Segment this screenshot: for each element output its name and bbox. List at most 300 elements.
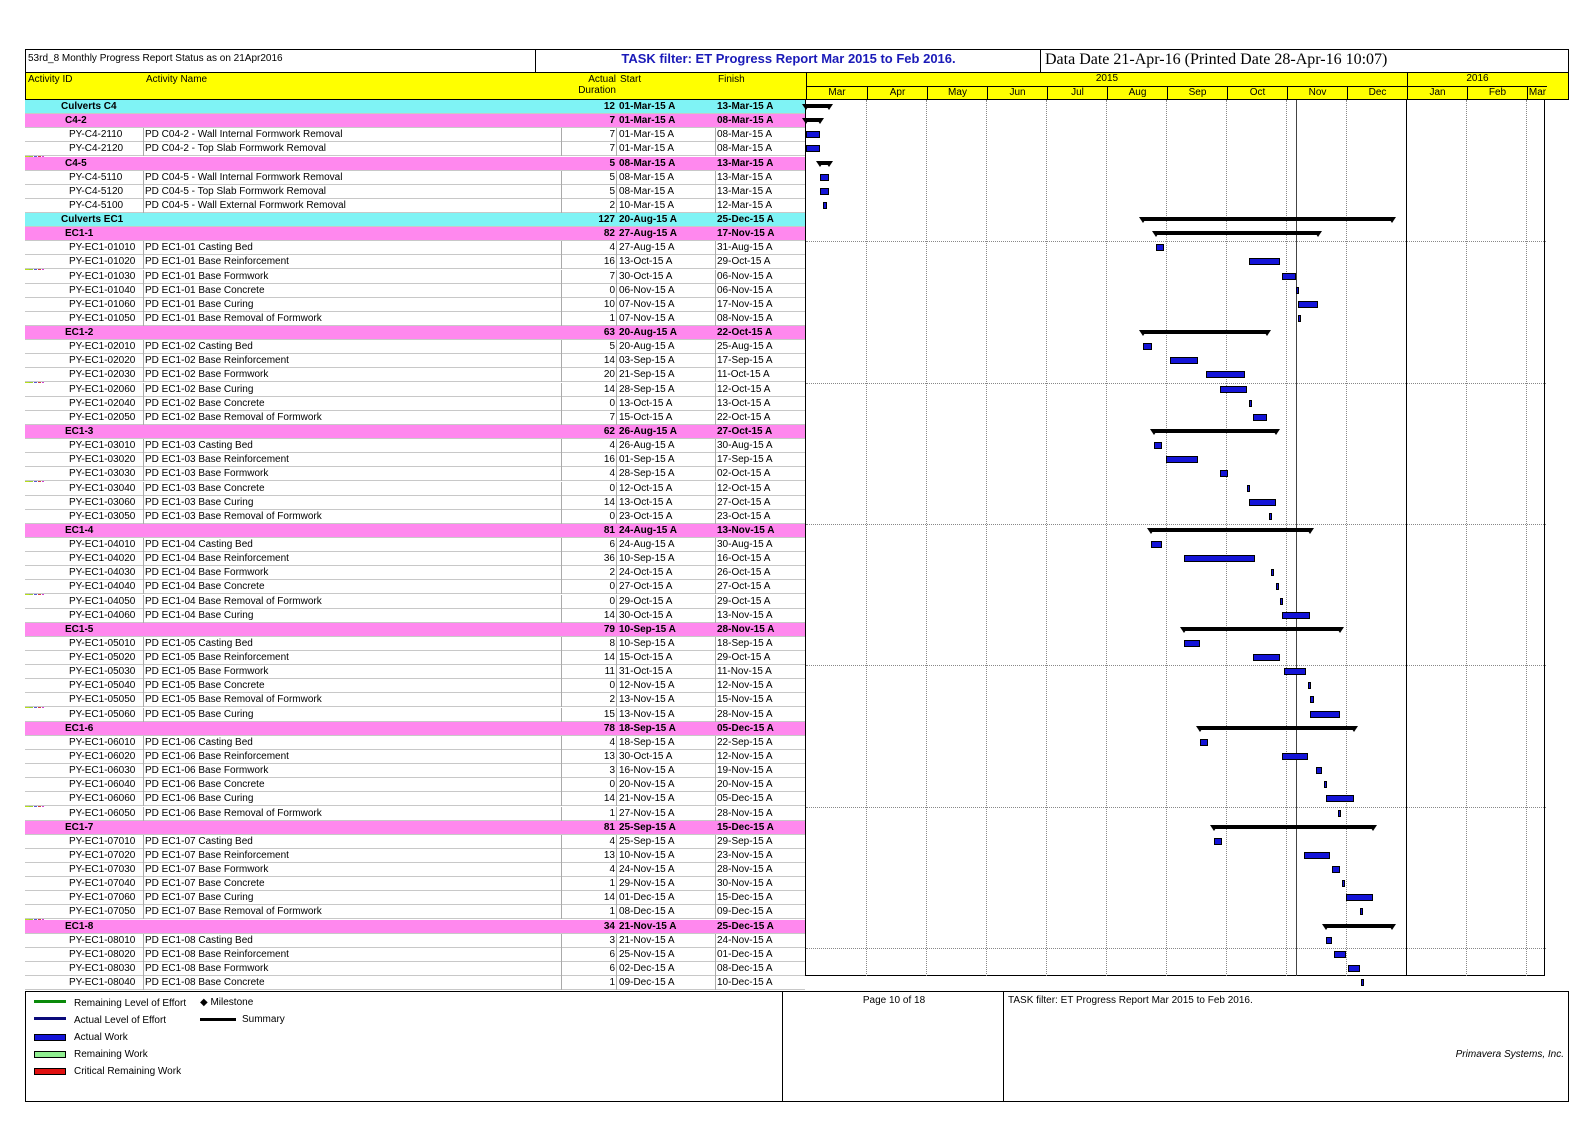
activity-duration: 34 [603, 920, 615, 932]
data-date: Data Date 21-Apr-16 (Printed Date 28-Apr-16 10:07) [1040, 50, 1568, 72]
activity-finish: 05-Dec-15 A [717, 793, 773, 805]
activity-id: EC1-1 [65, 228, 94, 240]
activity-start: 13-Nov-15 A [619, 694, 675, 706]
activity-id: PY-EC1-05010 [69, 637, 136, 649]
activity-finish: 17-Sep-15 A [717, 355, 773, 367]
activity-id: Culverts EC1 [61, 214, 124, 226]
activity-start: 15-Oct-15 A [619, 411, 673, 423]
activity-id: PY-EC1-07020 [69, 849, 136, 861]
activity-name: PD EC1-06 Base Formwork [145, 765, 269, 777]
activity-start: 21-Nov-15 A [619, 934, 675, 946]
col-start[interactable]: Start [620, 74, 642, 85]
activity-id: EC1-8 [65, 920, 94, 932]
month-label: Oct [1227, 87, 1287, 100]
activity-duration: 1 [609, 906, 615, 918]
activity-start: 10-Sep-15 A [619, 637, 675, 649]
activity-id: PY-EC1-05020 [69, 652, 136, 664]
activity-finish: 24-Nov-15 A [717, 934, 773, 946]
activity-duration: 13 [603, 849, 615, 861]
activity-name: PD EC1-01 Base Removal of Formwork [145, 312, 322, 324]
activity-duration: 4 [609, 835, 615, 847]
activity-finish: 23-Nov-15 A [717, 849, 773, 861]
activity-duration: 0 [609, 284, 615, 296]
wbs-summary-row[interactable] [25, 623, 805, 637]
actual-work-bar[interactable] [1253, 414, 1267, 421]
activity-start: 20-Aug-15 A [619, 341, 675, 353]
activity-finish: 12-Oct-15 A [717, 482, 771, 494]
activity-name: PD EC1-02 Base Formwork [145, 369, 269, 381]
activity-finish: 01-Dec-15 A [717, 948, 773, 960]
month-label: Jul [1047, 87, 1107, 100]
activity-name: PD EC1-03 Casting Bed [145, 440, 253, 452]
activity-id: PY-EC1-04040 [69, 581, 136, 593]
legend-swatch [34, 1051, 66, 1058]
column-header [25, 72, 1569, 100]
activity-start: 28-Sep-15 A [619, 383, 675, 395]
activity-finish: 20-Nov-15 A [717, 779, 773, 791]
activity-duration: 14 [603, 609, 615, 621]
table-row[interactable] [25, 142, 805, 156]
actual-work-bar[interactable] [1249, 400, 1252, 407]
month-label: Nov [1287, 87, 1347, 100]
activity-id: PY-EC1-07060 [69, 892, 136, 904]
summary-bar[interactable] [1151, 528, 1310, 532]
activity-start: 24-Oct-15 A [619, 567, 673, 579]
table-row[interactable] [25, 962, 805, 976]
activity-id: PY-EC1-01010 [69, 242, 136, 254]
activity-start: 13-Oct-15 A [619, 256, 673, 268]
table-row[interactable] [25, 637, 805, 651]
activity-start: 24-Aug-15 A [619, 524, 677, 536]
summary-bar[interactable] [820, 161, 830, 165]
summary-bar[interactable] [1214, 825, 1373, 829]
activity-start: 01-Mar-15 A [619, 143, 675, 155]
activity-duration: 13 [603, 750, 615, 762]
actual-work-bar[interactable] [1154, 442, 1162, 449]
month-label: Jun [987, 87, 1047, 100]
summary-bar[interactable] [806, 104, 829, 108]
activity-start: 25-Nov-15 A [619, 948, 675, 960]
table-row[interactable] [25, 651, 805, 665]
actual-work-bar[interactable] [1284, 668, 1306, 675]
activity-start: 26-Aug-15 A [619, 440, 675, 452]
wbs-summary-row[interactable] [25, 722, 805, 736]
actual-work-bar[interactable] [1298, 315, 1301, 322]
activity-name: PD EC1-05 Base Reinforcement [145, 652, 289, 664]
actual-work-bar[interactable] [1324, 781, 1327, 788]
table-row[interactable] [25, 566, 805, 580]
activity-name: PD EC1-05 Casting Bed [145, 637, 253, 649]
activity-name: PD C04-5 - Wall Internal Formwork Removal [145, 171, 343, 183]
table-row[interactable] [25, 736, 805, 750]
activity-duration: 0 [609, 680, 615, 692]
activity-start: 07-Nov-15 A [619, 312, 675, 324]
activity-duration: 16 [603, 256, 615, 268]
summary-bar[interactable] [1143, 217, 1393, 221]
activity-start: 31-Oct-15 A [619, 666, 673, 678]
activity-finish: 30-Aug-15 A [717, 440, 773, 452]
col-activity-id[interactable]: Activity ID [28, 74, 73, 85]
activity-start: 13-Oct-15 A [619, 397, 673, 409]
actual-work-bar[interactable] [1280, 598, 1283, 605]
activity-start: 20-Nov-15 A [619, 779, 675, 791]
activity-duration: 1 [609, 977, 615, 989]
year-label: 2015 [807, 73, 1407, 87]
actual-work-bar[interactable] [1338, 810, 1341, 817]
table-row[interactable] [25, 312, 805, 326]
activity-name: PD EC1-07 Base Concrete [145, 878, 265, 890]
actual-work-bar[interactable] [1282, 612, 1310, 619]
table-row[interactable] [25, 905, 805, 919]
report-header [25, 49, 1569, 73]
activity-finish: 25-Aug-15 A [717, 341, 773, 353]
activity-name: PD EC1-01 Base Formwork [145, 270, 269, 282]
activity-start: 02-Dec-15 A [619, 962, 675, 974]
activity-finish: 09-Dec-15 A [717, 906, 773, 918]
activity-id: PY-EC1-06010 [69, 736, 136, 748]
actual-work-bar[interactable] [1214, 838, 1222, 845]
table-row[interactable] [25, 976, 805, 990]
wbs-summary-row[interactable] [25, 920, 805, 934]
activity-id: PY-C4-2110 [69, 129, 123, 141]
actual-work-bar[interactable] [1276, 583, 1279, 590]
actual-work-bar[interactable] [823, 202, 827, 209]
actual-work-bar[interactable] [1326, 937, 1332, 944]
summary-legend: Summary [200, 1014, 285, 1025]
activity-name: PD EC1-03 Base Curing [145, 496, 254, 508]
wbs-summary-row[interactable] [25, 524, 805, 538]
wbs-summary-row[interactable] [25, 326, 805, 340]
activity-start: 21-Sep-15 A [619, 369, 675, 381]
actual-work-bar[interactable] [1184, 555, 1255, 562]
activity-duration: 81 [603, 524, 615, 536]
actual-work-bar[interactable] [1184, 640, 1200, 647]
report-footer [25, 991, 1569, 1102]
activity-name: PD C04-2 - Wall Internal Formwork Removal [145, 129, 343, 141]
col-activity-name[interactable]: Activity Name [146, 74, 208, 85]
table-row[interactable] [25, 439, 805, 453]
wbs-summary-row[interactable] [25, 227, 805, 241]
table-row[interactable] [25, 284, 805, 298]
activity-finish: 28-Nov-15 A [717, 708, 773, 720]
activity-finish: 11-Nov-15 A [717, 666, 772, 678]
activity-id: PY-C4-5100 [69, 199, 124, 211]
activity-id: PY-EC1-08040 [69, 977, 136, 989]
table-row[interactable] [25, 467, 805, 481]
activity-finish: 17-Sep-15 A [717, 454, 773, 466]
wbs-summary-row[interactable] [25, 821, 805, 835]
actual-work-bar[interactable] [1166, 456, 1198, 463]
activity-duration: 78 [603, 722, 615, 734]
activity-start: 24-Nov-15 A [619, 864, 675, 876]
legend-label: Remaining Level of Effort [74, 998, 187, 1009]
actual-work-bar[interactable] [1253, 654, 1280, 661]
month-label: Sep [1167, 87, 1227, 100]
activity-id: PY-EC1-03010 [69, 440, 136, 452]
month-label: Aug [1107, 87, 1167, 100]
table-row[interactable] [25, 835, 805, 849]
activity-duration: 5 [609, 171, 615, 183]
actual-work-bar[interactable] [1342, 880, 1345, 887]
activity-start: 30-Oct-15 A [619, 609, 673, 621]
wbs-summary-row[interactable] [25, 157, 805, 171]
activity-name: PD C04-5 - Top Slab Formwork Removal [145, 185, 326, 197]
activity-finish: 15-Dec-15 A [717, 821, 774, 833]
actual-work-bar[interactable] [1332, 866, 1340, 873]
actual-work-bar[interactable] [820, 174, 830, 181]
activity-id: PY-EC1-05030 [69, 666, 136, 678]
activity-id: PY-EC1-06020 [69, 750, 136, 762]
wbs-summary-row[interactable] [25, 425, 805, 439]
activity-start: 18-Sep-15 A [619, 736, 675, 748]
actual-work-bar[interactable] [806, 131, 820, 138]
actual-work-bar[interactable] [806, 145, 820, 152]
activity-finish: 28-Nov-15 A [717, 623, 775, 635]
table-row[interactable] [25, 298, 805, 312]
col-finish[interactable]: Finish [718, 74, 745, 85]
activity-duration: 0 [609, 595, 615, 607]
summary-bar[interactable] [1156, 231, 1318, 235]
table-row[interactable] [25, 255, 805, 269]
activity-duration: 14 [603, 892, 615, 904]
table-row[interactable] [25, 849, 805, 863]
activity-start: 08-Mar-15 A [619, 185, 675, 197]
table-row[interactable] [25, 270, 805, 284]
activity-id: C4-5 [65, 157, 87, 169]
activity-start: 13-Nov-15 A [619, 708, 675, 720]
actual-work-bar[interactable] [1151, 541, 1163, 548]
activity-name: PD EC1-06 Base Concrete [145, 779, 265, 791]
table-row[interactable] [25, 580, 805, 594]
activity-id: PY-EC1-03020 [69, 454, 136, 466]
table-row[interactable] [25, 934, 805, 948]
table-row[interactable] [25, 538, 805, 552]
activity-finish: 30-Aug-15 A [717, 539, 773, 551]
actual-work-bar[interactable] [1348, 965, 1360, 972]
actual-work-bar[interactable] [1346, 894, 1373, 901]
actual-work-bar[interactable] [1247, 485, 1250, 492]
actual-work-bar[interactable] [1296, 287, 1299, 294]
activity-start: 10-Mar-15 A [619, 199, 675, 211]
activity-finish: 08-Mar-15 A [717, 129, 773, 141]
activity-duration: 1 [609, 878, 615, 890]
activity-finish: 16-Oct-15 A [717, 553, 771, 565]
table-row[interactable] [25, 948, 805, 962]
activity-start: 20-Aug-15 A [619, 327, 677, 339]
activity-id: PY-EC1-01060 [69, 298, 136, 310]
activity-start: 01-Mar-15 A [619, 115, 676, 127]
table-row[interactable] [25, 383, 805, 397]
legend-swatch [34, 1034, 66, 1041]
activity-finish: 15-Nov-15 A [717, 694, 773, 706]
actual-work-bar[interactable] [1200, 739, 1208, 746]
table-row[interactable] [25, 778, 805, 792]
activity-duration: 3 [609, 765, 615, 777]
table-row[interactable] [25, 764, 805, 778]
actual-work-bar[interactable] [1249, 258, 1280, 265]
actual-work-bar[interactable] [1360, 908, 1363, 915]
activity-duration: 12 [603, 101, 615, 112]
activity-duration: 8 [609, 637, 615, 649]
activity-finish: 31-Aug-15 A [717, 242, 773, 254]
table-row[interactable] [25, 595, 805, 609]
summary-bar[interactable] [806, 118, 820, 122]
actual-work-bar[interactable] [1170, 357, 1198, 364]
activity-start: 21-Nov-15 A [619, 920, 677, 932]
actual-work-bar[interactable] [1282, 273, 1296, 280]
activity-id: PY-EC1-07050 [69, 906, 136, 918]
activity-duration: 2 [609, 567, 615, 579]
activity-name: PD EC1-08 Base Concrete [145, 977, 265, 989]
table-row[interactable] [25, 128, 805, 142]
activity-duration: 82 [603, 228, 615, 240]
activity-name: PD EC1-08 Base Reinforcement [145, 948, 289, 960]
table-row[interactable] [25, 552, 805, 566]
actual-work-bar[interactable] [1310, 711, 1340, 718]
summary-bar[interactable] [1200, 726, 1354, 730]
activity-name: PD EC1-01 Base Reinforcement [145, 256, 289, 268]
activity-start: 30-Oct-15 A [619, 750, 673, 762]
activity-start: 01-Dec-15 A [619, 892, 675, 904]
actual-work-bar[interactable] [1304, 852, 1330, 859]
table-row[interactable] [25, 510, 805, 524]
actual-work-bar[interactable] [1308, 682, 1311, 689]
actual-work-bar[interactable] [1156, 244, 1164, 251]
table-row[interactable] [25, 679, 805, 693]
activity-id: PY-EC1-05050 [69, 694, 136, 706]
activity-start: 06-Nov-15 A [619, 284, 675, 296]
table-row[interactable] [25, 708, 805, 722]
table-row[interactable] [25, 397, 805, 411]
table-row[interactable] [25, 171, 805, 185]
activity-id: PY-EC1-04060 [69, 609, 136, 621]
table-row[interactable] [25, 241, 805, 255]
activity-duration: 4 [609, 736, 615, 748]
month-label: Apr [867, 87, 927, 100]
activity-finish: 30-Nov-15 A [717, 878, 773, 890]
activity-name: PD EC1-04 Base Formwork [145, 567, 269, 579]
actual-work-bar[interactable] [1326, 795, 1354, 802]
activity-duration: 7 [609, 129, 615, 141]
activity-name: PD EC1-08 Casting Bed [145, 934, 253, 946]
actual-work-bar[interactable] [1249, 499, 1276, 506]
activity-id: PY-EC1-01030 [69, 270, 136, 282]
activity-duration: 6 [609, 962, 615, 974]
summary-bar[interactable] [1154, 429, 1276, 433]
activity-duration: 15 [603, 708, 615, 720]
activity-duration: 14 [603, 793, 615, 805]
table-row[interactable] [25, 496, 805, 510]
activity-duration: 14 [603, 652, 615, 664]
wbs-summary-row[interactable] [25, 114, 805, 128]
activity-start: 27-Aug-15 A [619, 242, 675, 254]
table-row[interactable] [25, 877, 805, 891]
actual-work-bar[interactable] [1220, 386, 1247, 393]
activity-finish: 13-Nov-15 A [717, 609, 773, 621]
activity-start: 16-Nov-15 A [619, 765, 675, 777]
table-row[interactable] [25, 340, 805, 354]
actual-work-bar[interactable] [1220, 470, 1228, 477]
actual-work-bar[interactable] [820, 188, 830, 195]
table-row[interactable] [25, 199, 805, 213]
activity-start: 25-Sep-15 A [619, 821, 676, 833]
table-row[interactable] [25, 368, 805, 382]
milestone-legend: ◆ Milestone [200, 997, 254, 1008]
table-row[interactable] [25, 609, 805, 623]
activity-id: PY-EC1-02010 [69, 341, 136, 353]
summary-bar[interactable] [1184, 627, 1340, 631]
activity-name: PD EC1-02 Casting Bed [145, 341, 253, 353]
month-label: Mar [1528, 87, 1547, 98]
activity-finish: 29-Oct-15 A [717, 595, 771, 607]
table-row[interactable] [25, 891, 805, 905]
table-row[interactable] [25, 482, 805, 496]
actual-work-bar[interactable] [1361, 979, 1364, 986]
activity-id: PY-EC1-04050 [69, 595, 136, 607]
wbs-summary-row[interactable] [25, 213, 805, 227]
table-row[interactable] [25, 185, 805, 199]
table-row[interactable] [25, 354, 805, 368]
actual-work-bar[interactable] [1143, 343, 1153, 350]
page-number-cell [782, 992, 1004, 1101]
actual-work-bar[interactable] [1316, 767, 1322, 774]
activity-id: PY-EC1-06050 [69, 807, 136, 819]
table-row[interactable] [25, 411, 805, 425]
table-row[interactable] [25, 665, 805, 679]
activity-duration: 4 [609, 242, 615, 254]
activity-duration: 63 [603, 327, 615, 339]
activity-id: PY-EC1-07030 [69, 864, 136, 876]
legend-label: Critical Remaining Work [74, 1066, 182, 1077]
actual-work-bar[interactable] [1334, 951, 1346, 958]
summary-bar[interactable] [1143, 330, 1267, 334]
activity-start: 25-Sep-15 A [619, 835, 675, 847]
activity-finish: 19-Nov-15 A [717, 765, 773, 777]
activity-id: PY-EC1-03040 [69, 482, 136, 494]
activity-start: 27-Oct-15 A [619, 581, 673, 593]
table-row[interactable] [25, 863, 805, 877]
activity-name: PD EC1-07 Base Reinforcement [145, 849, 289, 861]
activity-finish: 26-Oct-15 A [717, 567, 771, 579]
activity-finish: 27-Oct-15 A [717, 581, 771, 593]
activity-name: PD EC1-03 Base Formwork [145, 468, 269, 480]
wbs-summary-row[interactable] [25, 100, 805, 114]
actual-work-bar[interactable] [1206, 371, 1245, 378]
table-row[interactable] [25, 807, 805, 821]
actual-work-bar[interactable] [1298, 301, 1318, 308]
summary-bar[interactable] [1326, 924, 1392, 928]
activity-name: PD EC1-06 Base Removal of Formwork [145, 807, 322, 819]
activity-duration: 10 [603, 298, 615, 310]
table-row[interactable] [25, 792, 805, 806]
legend-label: Remaining Work [74, 1049, 148, 1060]
table-row[interactable] [25, 750, 805, 764]
actual-work-bar[interactable] [1269, 513, 1272, 520]
col-duration[interactable]: Actual Duration [578, 74, 616, 96]
activity-finish: 10-Dec-15 A [717, 977, 773, 989]
actual-work-bar[interactable] [1282, 753, 1308, 760]
table-row[interactable] [25, 453, 805, 467]
activity-name: PD EC1-01 Base Concrete [145, 284, 265, 296]
activity-start: 21-Nov-15 A [619, 793, 675, 805]
activity-name: PD EC1-01 Casting Bed [145, 242, 253, 254]
actual-work-bar[interactable] [1310, 696, 1314, 703]
actual-work-bar[interactable] [1271, 569, 1275, 576]
activity-finish: 25-Dec-15 A [717, 214, 774, 226]
activity-name: PD EC1-02 Base Reinforcement [145, 355, 289, 367]
activity-duration: 0 [609, 779, 615, 791]
table-row[interactable] [25, 693, 805, 707]
